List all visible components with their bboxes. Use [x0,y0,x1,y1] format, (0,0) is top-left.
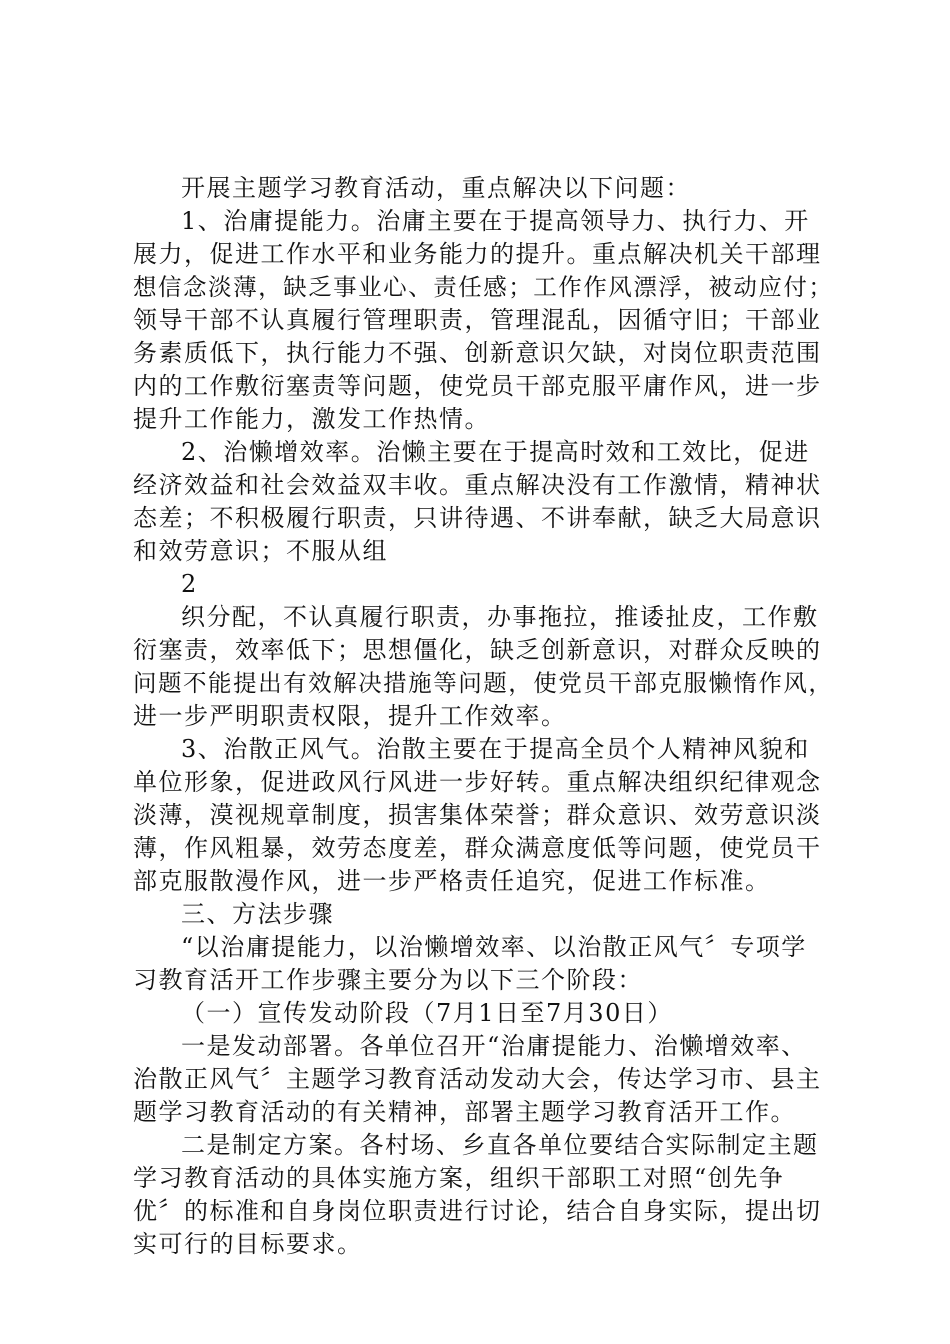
text-line: 习教育活开工作步骤主要分为以下三个阶段： [133,966,643,994]
text-line: 经济效益和社会效益双丰收。重点解决没有工作激情，精神状 [133,471,822,499]
text-line: 展力，促进工作水平和业务能力的提升。重点解决机关干部理 [133,240,822,268]
text-line: 和效劳意识；不服从组 [133,537,388,565]
text-line: 薄，作风粗暴，效劳态度差，群众满意度低等问题，使党员干 [133,834,822,862]
section-heading: 三、方法步骤 [181,900,334,928]
text-line: 3、治散正风气。治散主要在于提高全员个人精神风貌和 [181,735,810,763]
text-line: 淡薄，漠视规章制度，损害集体荣誉；群众意识、效劳意识淡 [133,801,822,829]
text-line: 织分配，不认真履行职责，办事拖拉，推诿扯皮，工作敷 [181,603,819,631]
text-line: 衍塞责，效率低下；思想僵化，缺乏创新意识，对群众反映的 [133,636,822,664]
text-line: 实可行的目标要求。 [133,1230,363,1258]
text-line: 优〞的标准和自身岗位职责进行讨论，结合自身实际，提出切 [133,1197,822,1225]
text-line: 二是制定方案。各村场、乡直各单位要结合实际制定主题 [181,1131,819,1159]
text-line: “以治庸提能力，以治懒增效率、以治散正风气〞专项学 [181,933,807,961]
text-line: 题学习教育活动的有关精神，部署主题学习教育活开工作。 [133,1098,796,1126]
text-line: 学习教育活动的具体实施方案，组织干部职工对照“创先争 [133,1164,785,1192]
page-number: 2 [181,570,198,598]
text-line: 内的工作敷衍塞责等问题，使党员干部克服平庸作风，进一步 [133,372,822,400]
text-line: 想信念淡薄，缺乏事业心、责任感；工作作风漂浮，被动应付； [133,273,834,301]
text-line: 态差；不积极履行职责，只讲待遇、不讲奉献，缺乏大局意识 [133,504,822,532]
text-line: 治散正风气〞主题学习教育活动发动大会，传达学习市、县主 [133,1065,822,1093]
text-line: 部克服散漫作风，进一步严格责任追究，促进工作标准。 [133,867,771,895]
subsection-heading: （一）宣传发动阶段（7月1日至7月30日） [181,999,673,1027]
text-line: 提升工作能力，激发工作热情。 [133,405,490,433]
text-line: 进一步严明职责权限，提升工作效率。 [133,702,567,730]
text-line: 务素质低下，执行能力不强、创新意识欠缺，对岗位职责范围 [133,339,822,367]
text-line: 一是发动部署。各单位召开“治庸提能力、治懒增效率、 [181,1032,807,1060]
text-line: 领导干部不认真履行管理职责，管理混乱，因循守旧；干部业 [133,306,822,334]
text-line: 1、治庸提能力。治庸主要在于提高领导力、执行力、开 [181,207,810,235]
text-line: 开展主题学习教育活动，重点解决以下问题： [181,174,691,202]
text-line: 单位形象，促进政风行风进一步好转。重点解决组织纪律观念 [133,768,822,796]
text-line: 问题不能提出有效解决措施等问题，使党员干部克服懒惰作风， [133,669,834,697]
text-line: 2、治懒增效率。治懒主要在于提高时效和工效比，促进 [181,438,810,466]
document-body [133,172,833,1261]
